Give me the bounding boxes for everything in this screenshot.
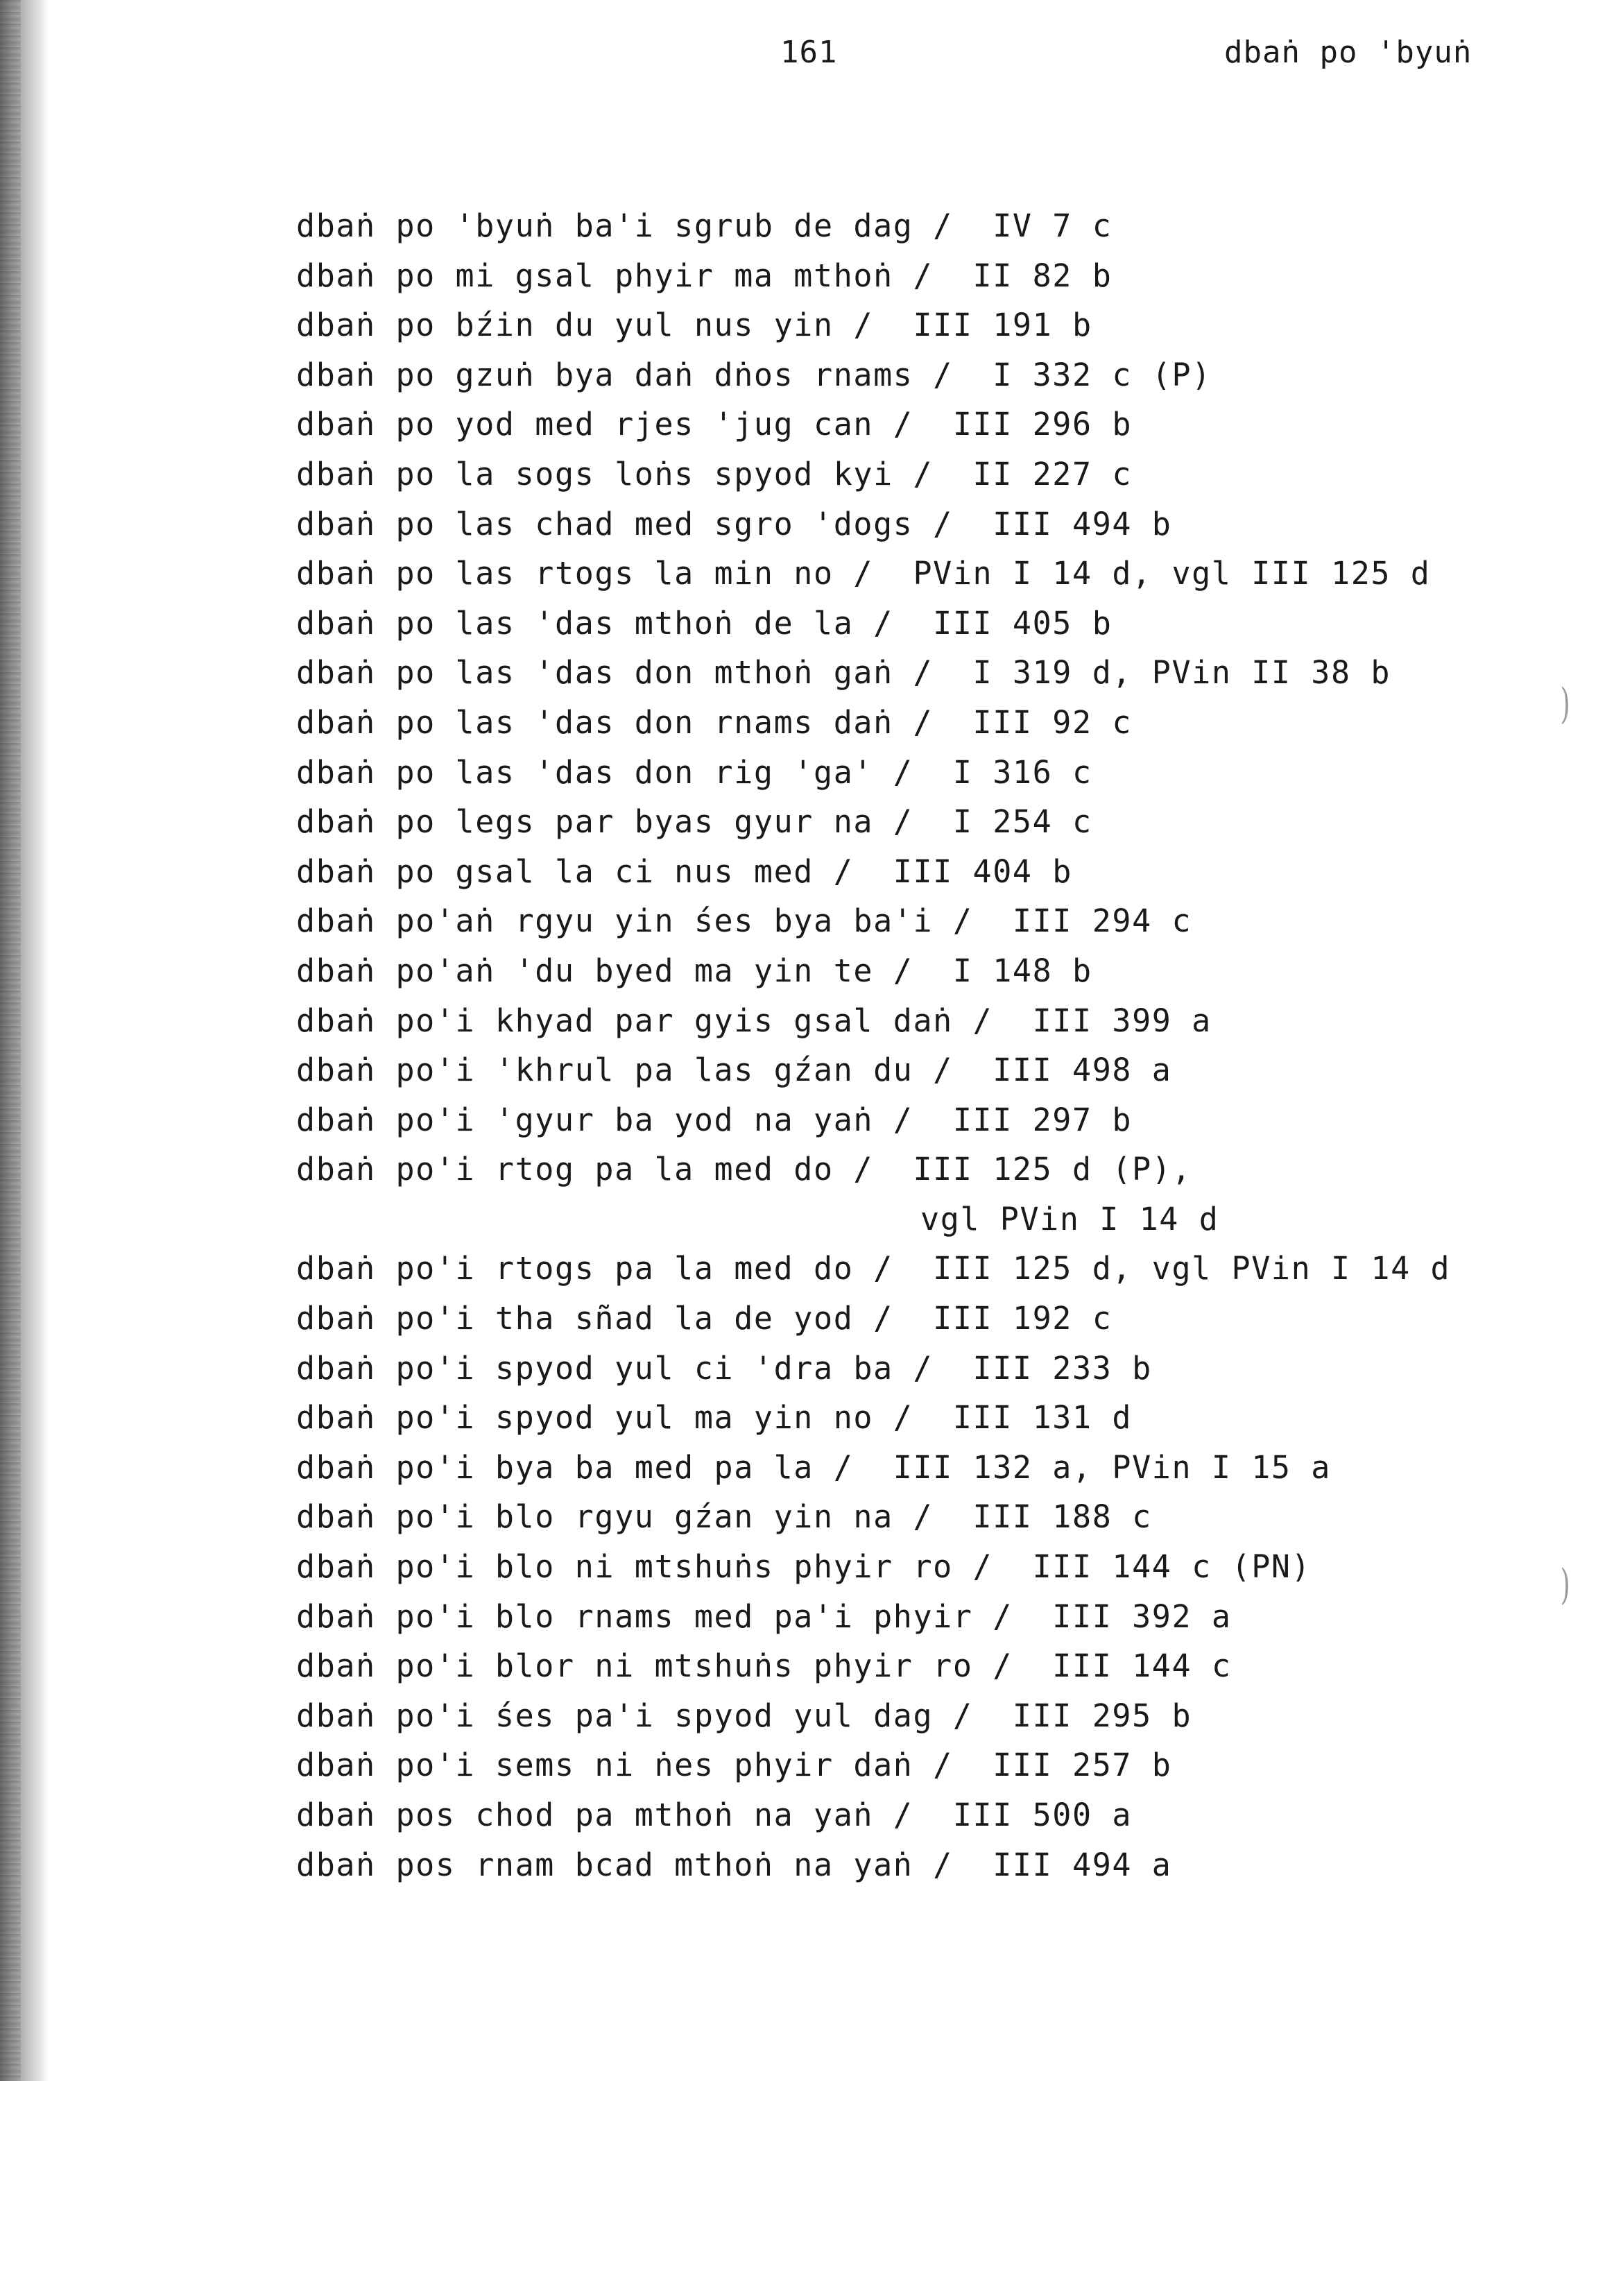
entry-text: dbaṅ po yod med rjes 'jug can / III 296 b <box>296 406 1133 443</box>
index-entry <box>296 1691 1531 1741</box>
entry-text: dbaṅ po'i spyod yul ci 'dra ba / III 233 b <box>296 1349 1152 1387</box>
index-entry <box>296 1740 1531 1790</box>
index-entry <box>296 499 1531 549</box>
entry-text: dbaṅ po'i bya ba med pa la / III 132 a, PVin I 15 a <box>296 1448 1331 1486</box>
entry-text: vgl PVin I 14 d <box>920 1200 1219 1237</box>
entry-text: dbaṅ po'aṅ rgyu yin śes bya ba'i / III 294 c <box>296 902 1192 940</box>
entry-text: dbaṅ po legs par byas gyur na / I 254 c <box>296 803 1092 841</box>
entry-text: dbaṅ po las 'das don rnams daṅ / III 92 c <box>296 703 1133 741</box>
index-entry <box>296 1641 1531 1691</box>
entry-text: dbaṅ po gsal la ci nus med / III 404 b <box>296 853 1072 890</box>
index-entry <box>296 996 1531 1046</box>
index-entry <box>296 1542 1531 1592</box>
entry-text: dbaṅ po las chad med sgro 'dogs / III 494 b <box>296 505 1172 542</box>
index-entry <box>296 300 1531 350</box>
entry-text: dbaṅ po las 'das don mthoṅ gaṅ / I 319 d, PVin II 38 b <box>296 654 1391 692</box>
entry-text: dbaṅ pos chod pa mthoṅ na yaṅ / III 500 a <box>296 1797 1133 1833</box>
index-entry <box>296 449 1531 499</box>
index-entry <box>296 1790 1531 1840</box>
index-entry <box>296 946 1531 996</box>
index-entry <box>296 748 1531 798</box>
entry-text: dbaṅ po'i blo rgyu gźan yin na / III 188 c <box>296 1498 1152 1536</box>
entry-text: dbaṅ po'i spyod yul ma yin no / III 131 d <box>296 1399 1133 1437</box>
entry-text: dbaṅ po bźin du yul nus yin / III 191 b <box>296 307 1092 344</box>
index-entry <box>296 350 1531 400</box>
index-entry <box>296 847 1531 897</box>
index-entry <box>296 1294 1531 1344</box>
page-number: 161 <box>780 35 838 70</box>
index-entry <box>296 1840 1531 1890</box>
entry-text: dbaṅ po 'byuṅ ba'i sgrub de dag / IV 7 c <box>296 207 1113 244</box>
index-entry <box>296 599 1531 649</box>
entry-text: dbaṅ po las 'das mthoṅ de la / III 405 b <box>296 604 1113 642</box>
entry-text: dbaṅ po mi gsal phyir ma mthoṅ / II 82 b <box>296 257 1113 294</box>
running-head: dbaṅ po 'byuṅ <box>1224 35 1472 70</box>
index-entry <box>296 1443 1531 1493</box>
index-entry <box>296 1393 1531 1443</box>
entry-text: dbaṅ po la sogs loṅs spyod kyi / II 227 c <box>296 455 1133 492</box>
entry-text: dbaṅ po'i blor ni mtshuṅs phyir ro / III 144 c <box>296 1647 1232 1685</box>
entry-text: dbaṅ po'i khyad par gyis gsal daṅ / III 399 a <box>296 1002 1212 1039</box>
entry-text: dbaṅ po'i rtogs pa la med do / III 125 d, vgl PVin I 14 d <box>296 1250 1451 1287</box>
entry-text: dbaṅ po'i blo ni mtshuṅs phyir ro / III 144 c (PN) <box>296 1548 1312 1586</box>
index-entry <box>296 698 1531 748</box>
entry-text: dbaṅ po las 'das don rig 'ga' / I 316 c <box>296 753 1092 791</box>
index-entry <box>296 1244 1531 1294</box>
page-binding-edge <box>0 0 49 2081</box>
index-entry-continuation <box>296 1194 1531 1244</box>
index-entry <box>296 1492 1531 1542</box>
index-entry <box>296 648 1531 698</box>
entry-text: dbaṅ po'aṅ 'du byed ma yin te / I 148 b <box>296 952 1092 989</box>
index-entry <box>296 1045 1531 1095</box>
index-entry <box>296 251 1531 301</box>
index-entry <box>296 1145 1531 1194</box>
entry-text: dbaṅ po'i 'gyur ba yod na yaṅ / III 297 b <box>296 1101 1133 1138</box>
entry-text: dbaṅ po'i tha sñad la de yod / III 192 c <box>296 1300 1113 1337</box>
index-entry <box>296 400 1531 449</box>
margin-pencil-mark: ) <box>1560 1561 1570 1609</box>
index-entry <box>296 1344 1531 1394</box>
index-entry <box>296 201 1531 251</box>
index-entry <box>296 1592 1531 1642</box>
entry-text: dbaṅ po'i sems ni ṅes phyir daṅ / III 257 b <box>296 1747 1172 1784</box>
entry-text: dbaṅ po'i blo rnams med pa'i phyir / III 392 a <box>296 1597 1232 1635</box>
entry-text: dbaṅ po gzuṅ bya daṅ dṅos rnams / I 332 c (P) <box>296 356 1212 393</box>
margin-pencil-mark: ) <box>1560 680 1570 728</box>
entry-text: dbaṅ po'i 'khrul pa las gźan du / III 498 a <box>296 1052 1172 1089</box>
index-entry <box>296 797 1531 847</box>
entry-text: dbaṅ pos rnam bcad mthoṅ na yaṅ / III 494 a <box>296 1846 1172 1883</box>
entry-text: dbaṅ po las rtogs la min no / PVin I 14 d, vgl III 125 d <box>296 555 1431 592</box>
entry-text: dbaṅ po'i śes pa'i spyod yul dag / III 295 b <box>296 1697 1192 1734</box>
index-entry-list <box>296 201 1531 1890</box>
index-entry <box>296 896 1531 946</box>
index-entry <box>296 1095 1531 1145</box>
entry-text: dbaṅ po'i rtog pa la med do / III 125 d (P), <box>296 1151 1192 1188</box>
index-entry <box>296 549 1531 599</box>
